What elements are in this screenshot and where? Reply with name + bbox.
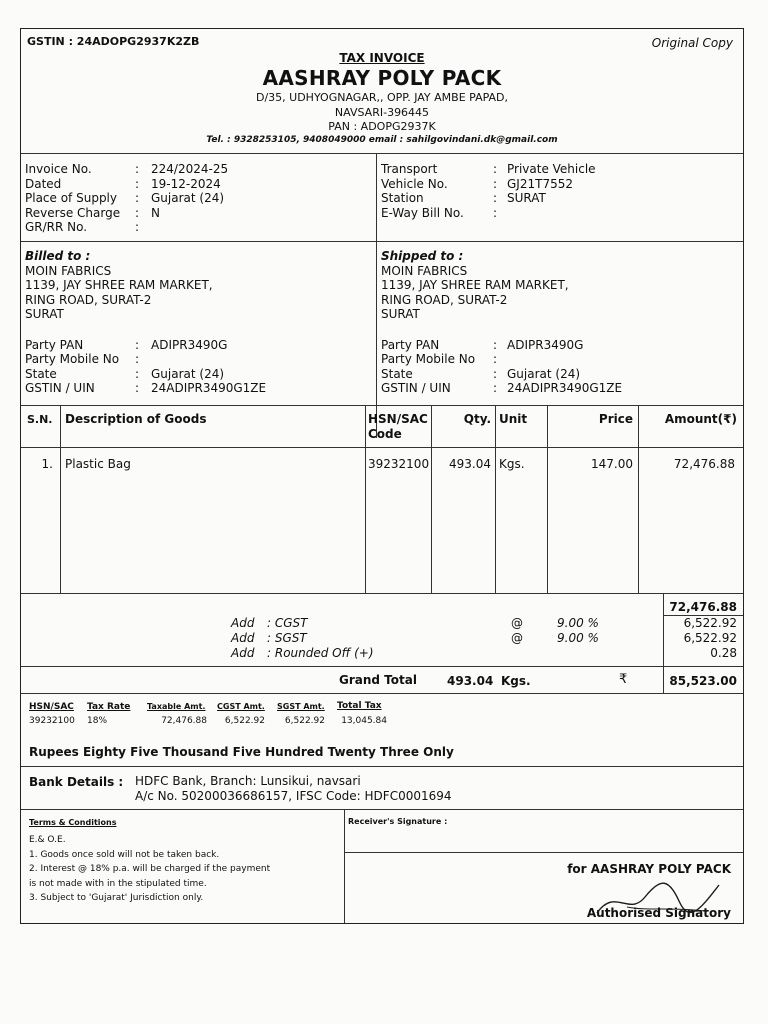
divider	[344, 852, 743, 853]
billed-pan-row: Party PAN : ADIPR3490G	[25, 337, 228, 352]
cgst-amount: 6,522.92	[683, 616, 737, 630]
grand-total-amount: 85,523.00	[669, 674, 737, 688]
billed-address-line2: RING ROAD, SURAT-2	[25, 292, 152, 307]
terms-item-2: 2. Interest @ 18% p.a. will be charged if the payment	[29, 864, 271, 874]
invoice-details-left	[25, 162, 228, 235]
billed-gstin-row: GSTIN / UIN : 24ADIPR3490G1ZE	[25, 381, 267, 395]
vehicle-no-row: Vehicle No. : GJ21T7552	[381, 176, 573, 191]
grand-total-unit: Kgs.	[501, 674, 531, 688]
shipped-name: MOIN FABRICS	[381, 263, 468, 278]
terms-item-3: 3. Subject to 'Gujarat' Jurisdiction only.	[29, 893, 204, 903]
tax-summary-taxable: 72,476.88	[161, 716, 207, 726]
row-unit: Kgs.	[499, 457, 525, 471]
round-off-line: Add : Rounded Off (+) 0.28	[231, 646, 737, 660]
divider	[21, 593, 743, 594]
company-address-line2: NAVSARI-396445	[334, 106, 430, 119]
divider	[21, 809, 743, 810]
billed-to-block	[25, 249, 266, 396]
sgst-amount: 6,522.92	[683, 631, 737, 645]
tax-lines	[21, 616, 743, 661]
billed-name: MOIN FABRICS	[25, 263, 112, 278]
col-header-unit: Unit	[499, 412, 528, 426]
row-description: Plastic Bag	[65, 457, 131, 471]
bank-line2: A/c No. 50200036686157, IFSC Code: HDFC0001694	[135, 789, 452, 803]
row-amount: 72,476.88	[673, 457, 735, 471]
divider	[365, 405, 366, 593]
divider	[21, 241, 743, 242]
shipped-mobile-row: Party Mobile No :	[381, 352, 498, 366]
for-company-label: for AASHRAY POLY PACK	[567, 862, 731, 876]
shipped-address-line1: 1139, JAY SHREE RAM MARKET,	[381, 278, 569, 292]
row-qty: 493.04	[449, 457, 491, 471]
seller-gstin: GSTIN : 24ADOPG2937K2ZB	[27, 35, 200, 48]
col-header-qty: Qty.	[463, 412, 491, 426]
divider	[21, 766, 743, 767]
tax-summary-sgst: 6,522.92	[284, 716, 325, 726]
row-price: 147.00	[591, 457, 633, 471]
subtotal-amount: 72,476.88	[669, 600, 737, 614]
tax-summary-hsn: 39232100	[29, 716, 75, 726]
grand-total-qty: 493.04	[447, 674, 494, 688]
tax-summary-rate-header: Tax Rate	[87, 702, 131, 712]
shipped-city: SURAT	[381, 307, 420, 321]
shipped-to-heading: Shipped to :	[381, 249, 464, 263]
dated-value: 19-12-2024	[151, 176, 221, 191]
col-header-amount: Amount(₹)	[664, 412, 737, 426]
col-header-hsn: HSN/SAC	[368, 412, 428, 426]
terms-item-2-cont: is not made with in the stipulated time.	[29, 878, 207, 889]
tax-summary-total: 13,045.84	[341, 716, 387, 726]
tax-summary-cgst-header: CGST Amt.	[217, 702, 265, 711]
shipped-to-block	[381, 249, 622, 396]
tax-summary-cgst: 6,522.92	[224, 716, 265, 726]
divider	[21, 447, 743, 448]
terms-eoe: E.& O.E.	[29, 835, 66, 845]
invoice-no-value: 224/2024-25	[151, 162, 229, 176]
col-header-hsn-code: Code	[368, 427, 402, 441]
divider	[21, 153, 743, 154]
col-header-sn: S.N.	[27, 413, 53, 426]
terms-title: Terms & Conditions	[29, 818, 117, 827]
round-off-amount: 0.28	[710, 646, 737, 660]
billed-address-line1: 1139, JAY SHREE RAM MARKET,	[25, 278, 213, 292]
gr-rr-row: GR/RR No. :	[25, 220, 140, 234]
company-name: AASHRAY POLY PACK	[262, 66, 502, 90]
company-contact: Tel. : 9328253105, 9408049000 email : sahilgovindani.dk@gmail.com	[206, 135, 558, 145]
tax-summary-sgst-header: SGST Amt.	[277, 702, 325, 711]
signature-scrawl	[587, 867, 727, 923]
bank-details-label: Bank Details :	[29, 775, 124, 789]
divider	[495, 405, 496, 593]
dated-row: Dated : 19-12-2024	[25, 176, 221, 191]
invoice-sheet	[20, 28, 744, 924]
place-of-supply-row: Place of Supply : Gujarat (24)	[25, 191, 225, 205]
company-address-line1: D/35, UDHYOGNAGAR,, OPP. JAY AMBE PAPAD,	[255, 91, 509, 104]
divider	[344, 809, 345, 923]
shipped-gstin-row: GSTIN / UIN : 24ADIPR3490G1ZE	[381, 381, 623, 395]
col-header-description: Description of Goods	[65, 412, 207, 426]
terms-list	[29, 833, 270, 906]
shipped-state-row: State : Gujarat (24)	[381, 366, 581, 381]
billed-mobile-row: Party Mobile No :	[25, 352, 140, 366]
divider	[21, 693, 743, 694]
sgst-line: Add : SGST @ 9.00 % 6,522.92	[231, 631, 737, 645]
transport-row: Transport : Private Vehicle	[381, 162, 596, 176]
document-title: TAX INVOICE	[339, 51, 425, 65]
shipped-pan-row: Party PAN : ADIPR3490G	[381, 337, 584, 352]
cgst-line: Add : CGST @ 9.00 % 6,522.92	[231, 616, 737, 630]
reverse-charge-row: Reverse Charge : N	[25, 205, 160, 220]
grand-total-label: Grand Total	[339, 673, 417, 687]
receiver-signature-label: Receiver's Signature :	[348, 817, 448, 826]
divider	[431, 405, 432, 593]
authorised-signatory-label: Authorised Signatory	[586, 906, 731, 920]
billed-city: SURAT	[25, 307, 64, 321]
tax-summary-taxable-header: Taxable Amt.	[147, 702, 206, 711]
eway-bill-row: E-Way Bill No. :	[381, 205, 498, 220]
billed-state-row: State : Gujarat (24)	[25, 366, 225, 381]
divider	[547, 405, 548, 593]
tax-summary-total-header: Total Tax	[337, 701, 382, 711]
row-sn: 1.	[41, 457, 53, 471]
divider	[376, 153, 377, 438]
company-pan: PAN : ADOPG2937K	[328, 120, 436, 133]
billed-to-heading: Billed to :	[25, 249, 91, 263]
invoice-no-row: Invoice No. : 224/2024-25	[25, 162, 229, 176]
tax-summary-hsn-header: HSN/SAC	[29, 702, 74, 712]
shipped-address-line2: RING ROAD, SURAT-2	[381, 292, 508, 307]
col-header-price: Price	[598, 412, 633, 426]
divider	[60, 405, 61, 593]
divider	[21, 666, 743, 667]
tax-summary-rate: 18%	[87, 716, 108, 726]
row-hsn: 39232100	[368, 457, 430, 471]
terms-item-1: 1. Goods once sold will not be taken back.	[29, 849, 220, 860]
rupee-symbol: ₹	[619, 672, 628, 687]
station-row: Station : SURAT	[381, 191, 546, 205]
bank-line1: HDFC Bank, Branch: Lunsikui, navsari	[135, 774, 361, 788]
divider	[638, 405, 639, 593]
amount-in-words: Rupees Eighty Five Thousand Five Hundred Twenty Three Only	[29, 745, 454, 759]
divider	[21, 405, 743, 406]
copy-label: Original Copy	[651, 36, 733, 50]
invoice-details-right	[381, 162, 596, 220]
